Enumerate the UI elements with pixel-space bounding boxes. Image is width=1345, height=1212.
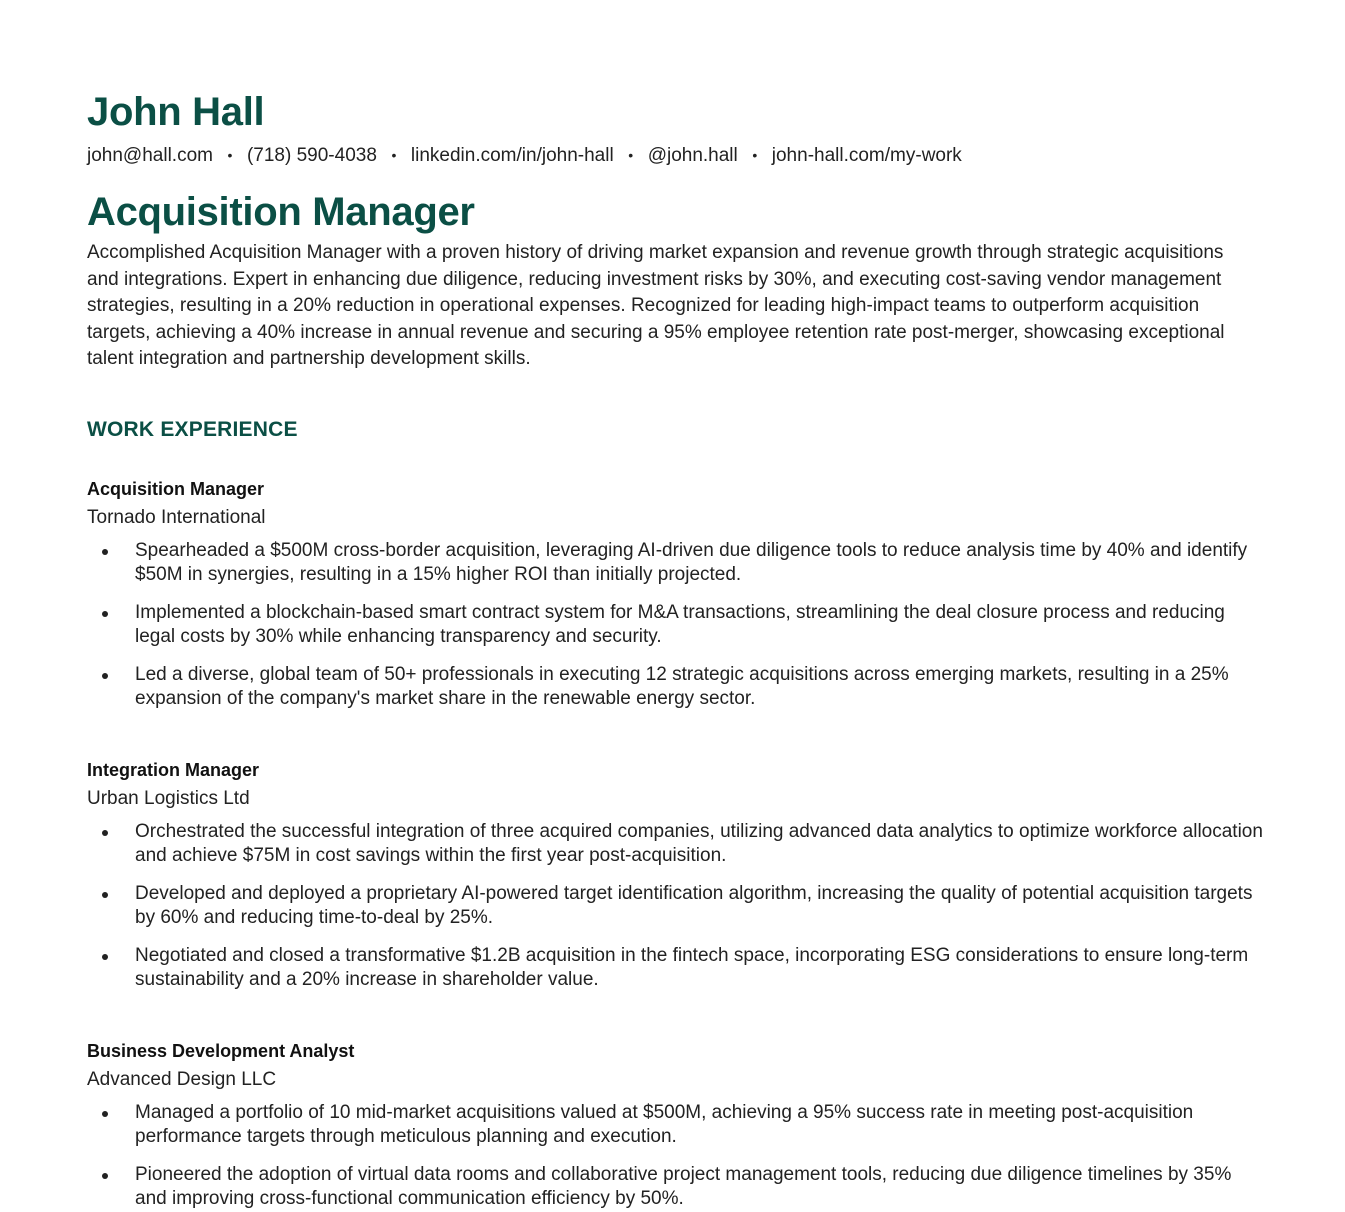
job-title: Integration Manager	[87, 759, 260, 780]
bullet-dot-icon	[102, 892, 108, 898]
job-bullets	[87, 820, 1267, 993]
job-bullet	[87, 882, 1265, 931]
contact-separator: •	[628, 147, 634, 163]
contact-email[interactable]: john@hall.com	[87, 145, 213, 166]
job-bullet	[87, 539, 1265, 588]
bullet-text: Pioneered the adoption of virtual data rooms and collaborative project management tools, reducing due diligence timelines by 35% and improving cross-functional communication efficiency by 50%.	[135, 1163, 1232, 1210]
bullet-dot-icon	[102, 1173, 108, 1179]
contact-linkedin[interactable]: linkedin.com/in/john-hall	[410, 145, 614, 166]
contact-handle[interactable]: @john.hall	[647, 145, 738, 166]
contact-portfolio[interactable]: john-hall.com/my-work	[771, 145, 962, 166]
job-bullet	[87, 1101, 1265, 1150]
bullet-text: Spearheaded a $500M cross-border acquisition, leveraging AI-driven due diligence tools to reduce analysis time by 40% and identify $50M in synergies, resulting in a 15% higher ROI than initially projected.	[135, 539, 1248, 586]
candidate-name: John Hall	[87, 90, 265, 134]
bullet-text: Orchestrated the successful integration of three acquired companies, utilizing advanced data analytics to optimize workforce allocation and achieve $75M in cost savings within the first year post-acquisition.	[135, 820, 1263, 867]
work-experience-heading: WORK EXPERIENCE	[87, 417, 298, 441]
company-name: Advanced Design LLC	[87, 1068, 277, 1090]
bullet-text: Negotiated and closed a transformative $1.2B acquisition in the fintech space, incorporating ESG considerations to ensure long-term sustainability and a 20% increase in shareholder value.	[135, 944, 1249, 991]
bullet-dot-icon	[102, 611, 108, 617]
bullet-dot-icon	[102, 830, 108, 836]
job-bullet	[87, 944, 1265, 993]
company-name: Tornado International	[87, 506, 266, 528]
bullet-text: Developed and deployed a proprietary AI-powered target identification algorithm, increasing the quality of potential acquisition targets by 60% and reducing time-to-deal by 25%.	[135, 882, 1253, 929]
bullet-text: Implemented a blockchain-based smart contract system for M&A transactions, streamlining the deal closure process and reducing legal costs by 30% while enhancing transparency and security.	[135, 601, 1225, 648]
job-entry	[87, 1039, 1267, 1212]
bullet-dot-icon	[102, 1111, 108, 1117]
company-name: Urban Logistics Ltd	[87, 787, 250, 809]
job-bullet	[87, 663, 1265, 712]
headline-title: Acquisition Manager	[87, 190, 475, 234]
job-bullets	[87, 1101, 1267, 1212]
bullet-text: Led a diverse, global team of 50+ professionals in executing 12 strategic acquisitions across emerging markets, resulting in a 25% expansion of the company's market share in the renewable energy sector.	[135, 663, 1229, 710]
resume-page	[87, 88, 1267, 1212]
bullet-dot-icon	[102, 549, 108, 555]
job-bullet	[87, 601, 1265, 650]
contact-separator: •	[752, 147, 758, 163]
contact-separator: •	[391, 147, 397, 163]
contact-line	[87, 143, 1267, 168]
job-entry	[87, 758, 1267, 993]
bullet-text: Managed a portfolio of 10 mid-market acquisitions valued at $500M, achieving a 95% success rate in meeting post-acquisition performance targets through meticulous planning and execution.	[135, 1101, 1194, 1148]
bullet-dot-icon	[102, 673, 108, 679]
job-bullets	[87, 539, 1267, 712]
professional-summary: Accomplished Acquisition Manager with a proven history of driving market expansion and revenue growth through strategic acquisitions and integrations. Expert in enhancing due diligence, reducing investment risks by 30%, and executing cost-saving vendor management strategies, resulting in a 20% reduction in operational expenses. Recognized for leading high-impact teams to outperform acquisition targets, achieving a 40% increase in annual revenue and securing a 95% employee retention rate post-merger, showcasing exceptional talent integration and partnership development skills.	[87, 242, 1225, 370]
contact-phone[interactable]: (718) 590-4038	[246, 145, 377, 166]
job-bullet	[87, 1163, 1265, 1212]
bullet-dot-icon	[102, 954, 108, 960]
contact-separator: •	[227, 147, 233, 163]
job-bullet	[87, 820, 1265, 869]
job-entry	[87, 477, 1267, 712]
job-title: Acquisition Manager	[87, 478, 265, 499]
job-title: Business Development Analyst	[87, 1040, 355, 1061]
